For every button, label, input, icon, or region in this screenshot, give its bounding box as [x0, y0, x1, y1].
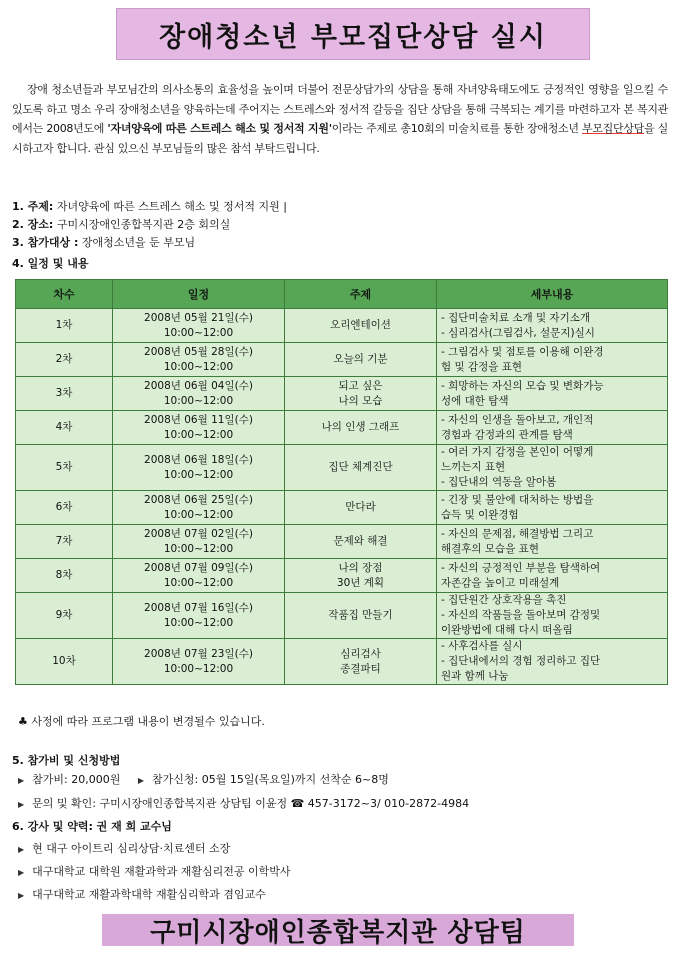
instructor-item [18, 840, 230, 856]
details-cell [437, 309, 668, 343]
time-text: 10:00~12:00 [163, 326, 234, 339]
instructor-item-text: 현 대구 아이트리 심리상담·치료센터 소장 [32, 842, 231, 855]
triangle-bullet-icon: ▶ [18, 868, 25, 877]
target-label: 3. 참가대상 : [12, 236, 79, 249]
table-row [16, 377, 668, 411]
date-cell [113, 343, 285, 377]
table-row [16, 639, 668, 685]
session-cell: 4차 [16, 411, 113, 445]
date-text: 2008년 07월 09일(수) [144, 561, 253, 574]
header-session: 차수 [16, 280, 113, 309]
footer-banner [102, 914, 574, 946]
footer-text: 구미시장애인종합복지관 상담팀 [150, 917, 526, 948]
intro-part2: 이라는 주제로 총10회의 미술치료를 통한 장애청소년 [331, 122, 583, 135]
header-details: 세부내용 [437, 280, 668, 309]
triangle-bullet-icon: ▶ [18, 776, 25, 785]
details-cell [437, 639, 668, 685]
details-cell [437, 491, 668, 525]
date-text: 2008년 06월 25일(수) [144, 493, 253, 506]
time-text: 10:00~12:00 [163, 576, 234, 589]
title-banner [116, 8, 590, 60]
topic-cell [285, 377, 437, 411]
date-cell [113, 445, 285, 491]
time-text: 10:00~12:00 [163, 542, 234, 555]
session-cell: 10차 [16, 639, 113, 685]
fee-text: 참가비: 20,000원 [32, 773, 121, 786]
time-text: 10:00~12:00 [163, 616, 234, 629]
session-cell: 1차 [16, 309, 113, 343]
triangle-bullet-icon: ▶ [18, 800, 25, 809]
intro-underline: 부모집단상담 [582, 122, 644, 135]
header-topic: 주제 [285, 280, 437, 309]
target-value: 장애청소년을 둔 부모님 [81, 236, 196, 249]
topic-text: 나의 장점 30년 계획 [336, 561, 385, 589]
apply-text: 참가신청: 05월 15일(목요일)까지 선착순 6~8명 [152, 773, 389, 786]
detail-line: - 집단원간 상호작용을 촉진 [441, 594, 567, 606]
details-cell [437, 445, 668, 491]
date-text: 2008년 07월 16일(수) [144, 601, 253, 614]
topic-cell [285, 639, 437, 685]
time-text: 10:00~12:00 [163, 360, 234, 373]
detail-line: - 자신의 긍정적인 부분을 탐색하여 [441, 561, 601, 574]
fee-line [18, 771, 389, 787]
date-cell [113, 525, 285, 559]
triangle-bullet-icon: ▶ [18, 891, 25, 900]
details-cell [437, 525, 668, 559]
topic-cell [285, 445, 437, 491]
contact-line [18, 795, 469, 811]
date-cell [113, 639, 285, 685]
table-row [16, 343, 668, 377]
topic-cell [285, 343, 437, 377]
date-cell [113, 491, 285, 525]
details-cell [437, 343, 668, 377]
session-cell: 3차 [16, 377, 113, 411]
date-text: 2008년 05월 28일(수) [144, 345, 253, 358]
session-cell: 6차 [16, 491, 113, 525]
detail-line: 해결후의 모습을 표현 [441, 542, 539, 555]
date-text: 2008년 06월 18일(수) [144, 453, 253, 466]
intro-part3: 을 실시하고자 합니다. 관심 있으신 부모님들의 많은 참석 부탁드립니다. [12, 122, 668, 155]
detail-line: - 자신의 인생을 돌아보고, 개인적 [441, 413, 594, 426]
schedule-table [15, 279, 668, 685]
topic-value: 자녀양육에 따른 스트레스 해소 및 정서적 지원 | [56, 200, 287, 213]
time-text: 10:00~12:00 [163, 662, 234, 675]
place-value: 구미시장애인종합복지관 2층 회의실 [56, 218, 231, 231]
topic-cell [285, 491, 437, 525]
topic-cell [285, 411, 437, 445]
instructor-item [18, 863, 291, 879]
details-cell [437, 593, 668, 639]
target-line [12, 234, 195, 252]
time-text: 10:00~12:00 [163, 468, 234, 481]
topic-text: 오리엔테이션 [330, 319, 391, 331]
triangle-bullet-icon: ▶ [137, 776, 145, 785]
header-date: 일정 [113, 280, 285, 309]
topic-text: 작품집 만들기 [328, 609, 393, 621]
detail-line: 자존감을 높이고 미래설계 [441, 576, 560, 589]
detail-line: - 자신의 문제점, 해결방법 그리고 [441, 527, 594, 540]
contact-text: 문의 및 확인: 구미시장애인종합복지관 상담팀 이윤정 ☎ 457-3172~3/ 010-2872-4984 [32, 797, 470, 810]
session-cell: 2차 [16, 343, 113, 377]
detail-line: - 자신의 작품들을 돌아보며 감정및 [441, 609, 601, 621]
date-text: 2008년 06월 11일(수) [144, 413, 253, 426]
topic-text: 문제와 해결 [333, 535, 388, 547]
change-notice: ♣ 사정에 따라 프로그램 내용이 변경될수 있습니다. [18, 715, 265, 728]
topic-label: 1. 주제: [12, 200, 54, 213]
session-cell: 5차 [16, 445, 113, 491]
detail-line: - 집단내에서의 경험 정리하고 집단 [441, 655, 601, 667]
session-cell: 8차 [16, 559, 113, 593]
table-row [16, 445, 668, 491]
topic-text: 심리검사 종결파티 [340, 647, 381, 675]
time-text: 10:00~12:00 [163, 428, 234, 441]
topic-cell [285, 525, 437, 559]
detail-line: - 심리검사(그림검사, 설문지)실시 [441, 326, 595, 339]
table-header-row [16, 280, 668, 309]
details-cell [437, 377, 668, 411]
detail-line: 험 및 감정을 표현 [441, 360, 523, 373]
date-cell [113, 559, 285, 593]
instructor-item [18, 886, 266, 902]
details-cell [437, 559, 668, 593]
detail-line: 경험과 감정과의 관계를 탐색 [441, 428, 573, 441]
time-text: 10:00~12:00 [163, 508, 234, 521]
intro-paragraph [12, 80, 668, 158]
topic-text: 집단 체계진단 [328, 461, 393, 473]
details-cell [437, 411, 668, 445]
date-text: 2008년 07월 02일(수) [144, 527, 253, 540]
topic-cell [285, 309, 437, 343]
intro-highlight: '자녀양육에 따른 스트레스 해소 및 정서적 지원' [107, 122, 332, 135]
date-text: 2008년 05월 21일(수) [144, 311, 253, 324]
topic-cell [285, 593, 437, 639]
intro-part1: 장애 청소년들과 부모님간의 의사소통의 효율성을 높이며 더불어 전문상담가의 상담을 통해 자녀양육태도에도 긍정적인 영향을 일으킬 수 있도록 하고 명소 우리 장애청소년을 양육하는데 주어지는 스트레스와 정서적 갈등을 집단 상담을 통해 극복되는 계기를 마련하고자 본 복지관에서는 2008년도에 [12, 83, 668, 135]
topic-cell [285, 559, 437, 593]
detail-line: - 사후검사를 실시 [441, 640, 523, 652]
fee-section-title: 5. 참가비 및 신청방법 [12, 754, 121, 767]
date-cell [113, 377, 285, 411]
topic-text: 오늘의 기분 [333, 353, 388, 365]
topic-text: 나의 인생 그래프 [321, 421, 400, 433]
table-row [16, 559, 668, 593]
detail-line: 이완방법에 대해 다시 떠올림 [441, 624, 573, 636]
table-row [16, 593, 668, 639]
table-row [16, 491, 668, 525]
detail-line: 성에 대한 탐색 [441, 394, 509, 407]
date-text: 2008년 07월 23일(수) [144, 647, 253, 660]
triangle-bullet-icon: ▶ [18, 845, 25, 854]
topic-text: 되고 싶은 나의 모습 [338, 379, 383, 407]
table-row [16, 309, 668, 343]
instructor-item-text: 대구대학교 대학원 재활과학과 재활심리전공 이학박사 [32, 865, 291, 878]
detail-line: - 여러 가지 감정을 본인이 어떻게 [441, 446, 594, 458]
place-label: 2. 장소: [12, 218, 54, 231]
detail-line: - 그림검사 및 점토를 이용해 이완경 [441, 345, 604, 358]
detail-line: - 집단내의 역동을 알아봄 [441, 476, 557, 488]
topic-line [12, 198, 287, 216]
detail-line: - 긴장 및 불안에 대처하는 방법을 [441, 493, 594, 506]
page-title: 장애청소년 부모집단상담 실시 [159, 21, 547, 53]
detail-line: - 희망하는 자신의 모습 및 변화가능 [441, 379, 604, 392]
session-cell: 7차 [16, 525, 113, 559]
table-row [16, 411, 668, 445]
detail-line: 습득 및 이완경험 [441, 508, 519, 521]
detail-line: 원과 함께 나눔 [441, 670, 509, 682]
session-cell: 9차 [16, 593, 113, 639]
time-text: 10:00~12:00 [163, 394, 234, 407]
detail-line: - 집단미술치료 소개 및 자기소개 [441, 311, 590, 324]
detail-line: 느끼는지 표현 [441, 461, 506, 473]
topic-text: 만다라 [345, 501, 376, 513]
instructor-section-title: 6. 강사 및 약력: 권 재 희 교수님 [12, 820, 172, 833]
table-row [16, 525, 668, 559]
date-text: 2008년 06월 04일(수) [144, 379, 253, 392]
place-line [12, 216, 230, 234]
instructor-item-text: 대구대학교 재활과학대학 재활심리학과 겸임교수 [32, 888, 266, 901]
schedule-label: 4. 일정 및 내용 [12, 257, 89, 270]
date-cell [113, 593, 285, 639]
date-cell [113, 309, 285, 343]
schedule-line [12, 255, 88, 273]
date-cell [113, 411, 285, 445]
